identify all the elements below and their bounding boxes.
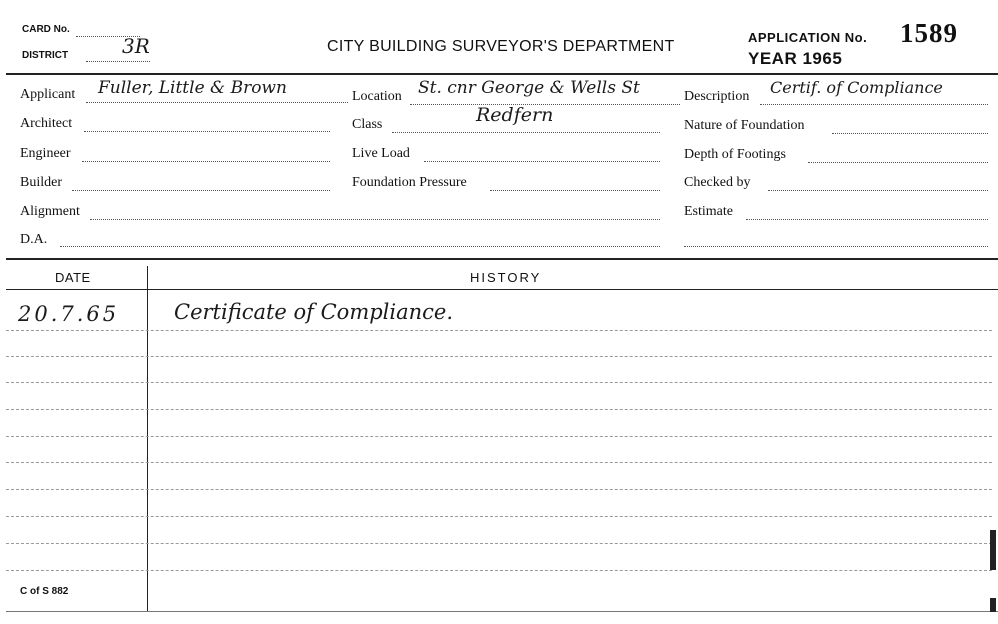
ruled-line	[6, 436, 992, 437]
alignment-line	[90, 219, 660, 220]
history-entry-date: 20.7.65	[18, 302, 120, 326]
live-load-line	[424, 161, 660, 162]
history-header-rule	[6, 289, 998, 290]
history-entry-text: Certificate of Compliance.	[174, 300, 454, 324]
estimate-line	[746, 219, 988, 220]
location-label: Location	[352, 89, 402, 104]
bottom-border	[6, 611, 998, 612]
depth-of-footings-line	[808, 162, 988, 163]
engineer-label: Engineer	[20, 146, 71, 161]
nature-of-foundation-label: Nature of Foundation	[684, 118, 805, 133]
top-border	[6, 73, 998, 75]
description-label: Description	[684, 89, 750, 104]
ruled-line	[6, 570, 992, 571]
builder-line	[72, 190, 330, 191]
district-line	[86, 61, 150, 62]
application-number: 1589	[900, 18, 958, 48]
applicant-line	[86, 102, 348, 103]
description-value: Certif. of Compliance	[770, 78, 943, 97]
class-value: Redfern	[476, 104, 554, 126]
da-line	[60, 246, 660, 247]
ruled-line	[6, 462, 992, 463]
ruled-line	[6, 330, 992, 331]
nature-of-foundation-line	[832, 133, 988, 134]
alignment-label: Alignment	[20, 204, 80, 219]
ruled-line	[6, 516, 992, 517]
date-column-divider	[147, 266, 148, 612]
ruled-line	[6, 409, 992, 410]
ruled-line	[6, 489, 992, 490]
location-value: St. cnr George & Wells St	[418, 78, 640, 98]
ruled-line	[6, 382, 992, 383]
architect-line	[84, 131, 330, 132]
architect-label: Architect	[20, 116, 73, 131]
builder-label: Builder	[20, 175, 62, 190]
estimate-extra-line	[684, 246, 988, 247]
applicant-value: Fuller, Little & Brown	[98, 78, 287, 98]
history-column-header: HISTORY	[470, 270, 542, 285]
checked-by-line	[768, 190, 988, 191]
class-label: Class	[352, 117, 383, 132]
district-label: DISTRICT	[22, 50, 69, 61]
description-line	[760, 104, 988, 105]
live-load-label: Live Load	[352, 146, 410, 161]
foundation-pressure-line	[490, 190, 660, 191]
card-no-label: CARD No.	[22, 24, 70, 35]
district-value: 3R	[122, 34, 150, 58]
engineer-line	[82, 161, 330, 162]
department-title: CITY BUILDING SURVEYOR'S DEPARTMENT	[327, 38, 675, 55]
application-label: APPLICATION No.	[748, 30, 868, 45]
depth-of-footings-label: Depth of Footings	[684, 147, 786, 162]
binding-mark	[990, 530, 996, 570]
binding-mark	[990, 598, 996, 612]
year-label: YEAR 1965	[748, 49, 843, 68]
class-line	[392, 132, 660, 133]
da-label: D.A.	[20, 232, 48, 247]
ruled-line	[6, 356, 992, 357]
estimate-label: Estimate	[684, 204, 733, 219]
applicant-label: Applicant	[20, 87, 76, 102]
ruled-line	[6, 543, 992, 544]
checked-by-label: Checked by	[684, 175, 751, 190]
form-code: C of S 882	[20, 586, 69, 597]
foundation-pressure-label: Foundation Pressure	[352, 175, 467, 190]
date-column-header: DATE	[55, 270, 91, 285]
history-top-border	[6, 258, 998, 260]
